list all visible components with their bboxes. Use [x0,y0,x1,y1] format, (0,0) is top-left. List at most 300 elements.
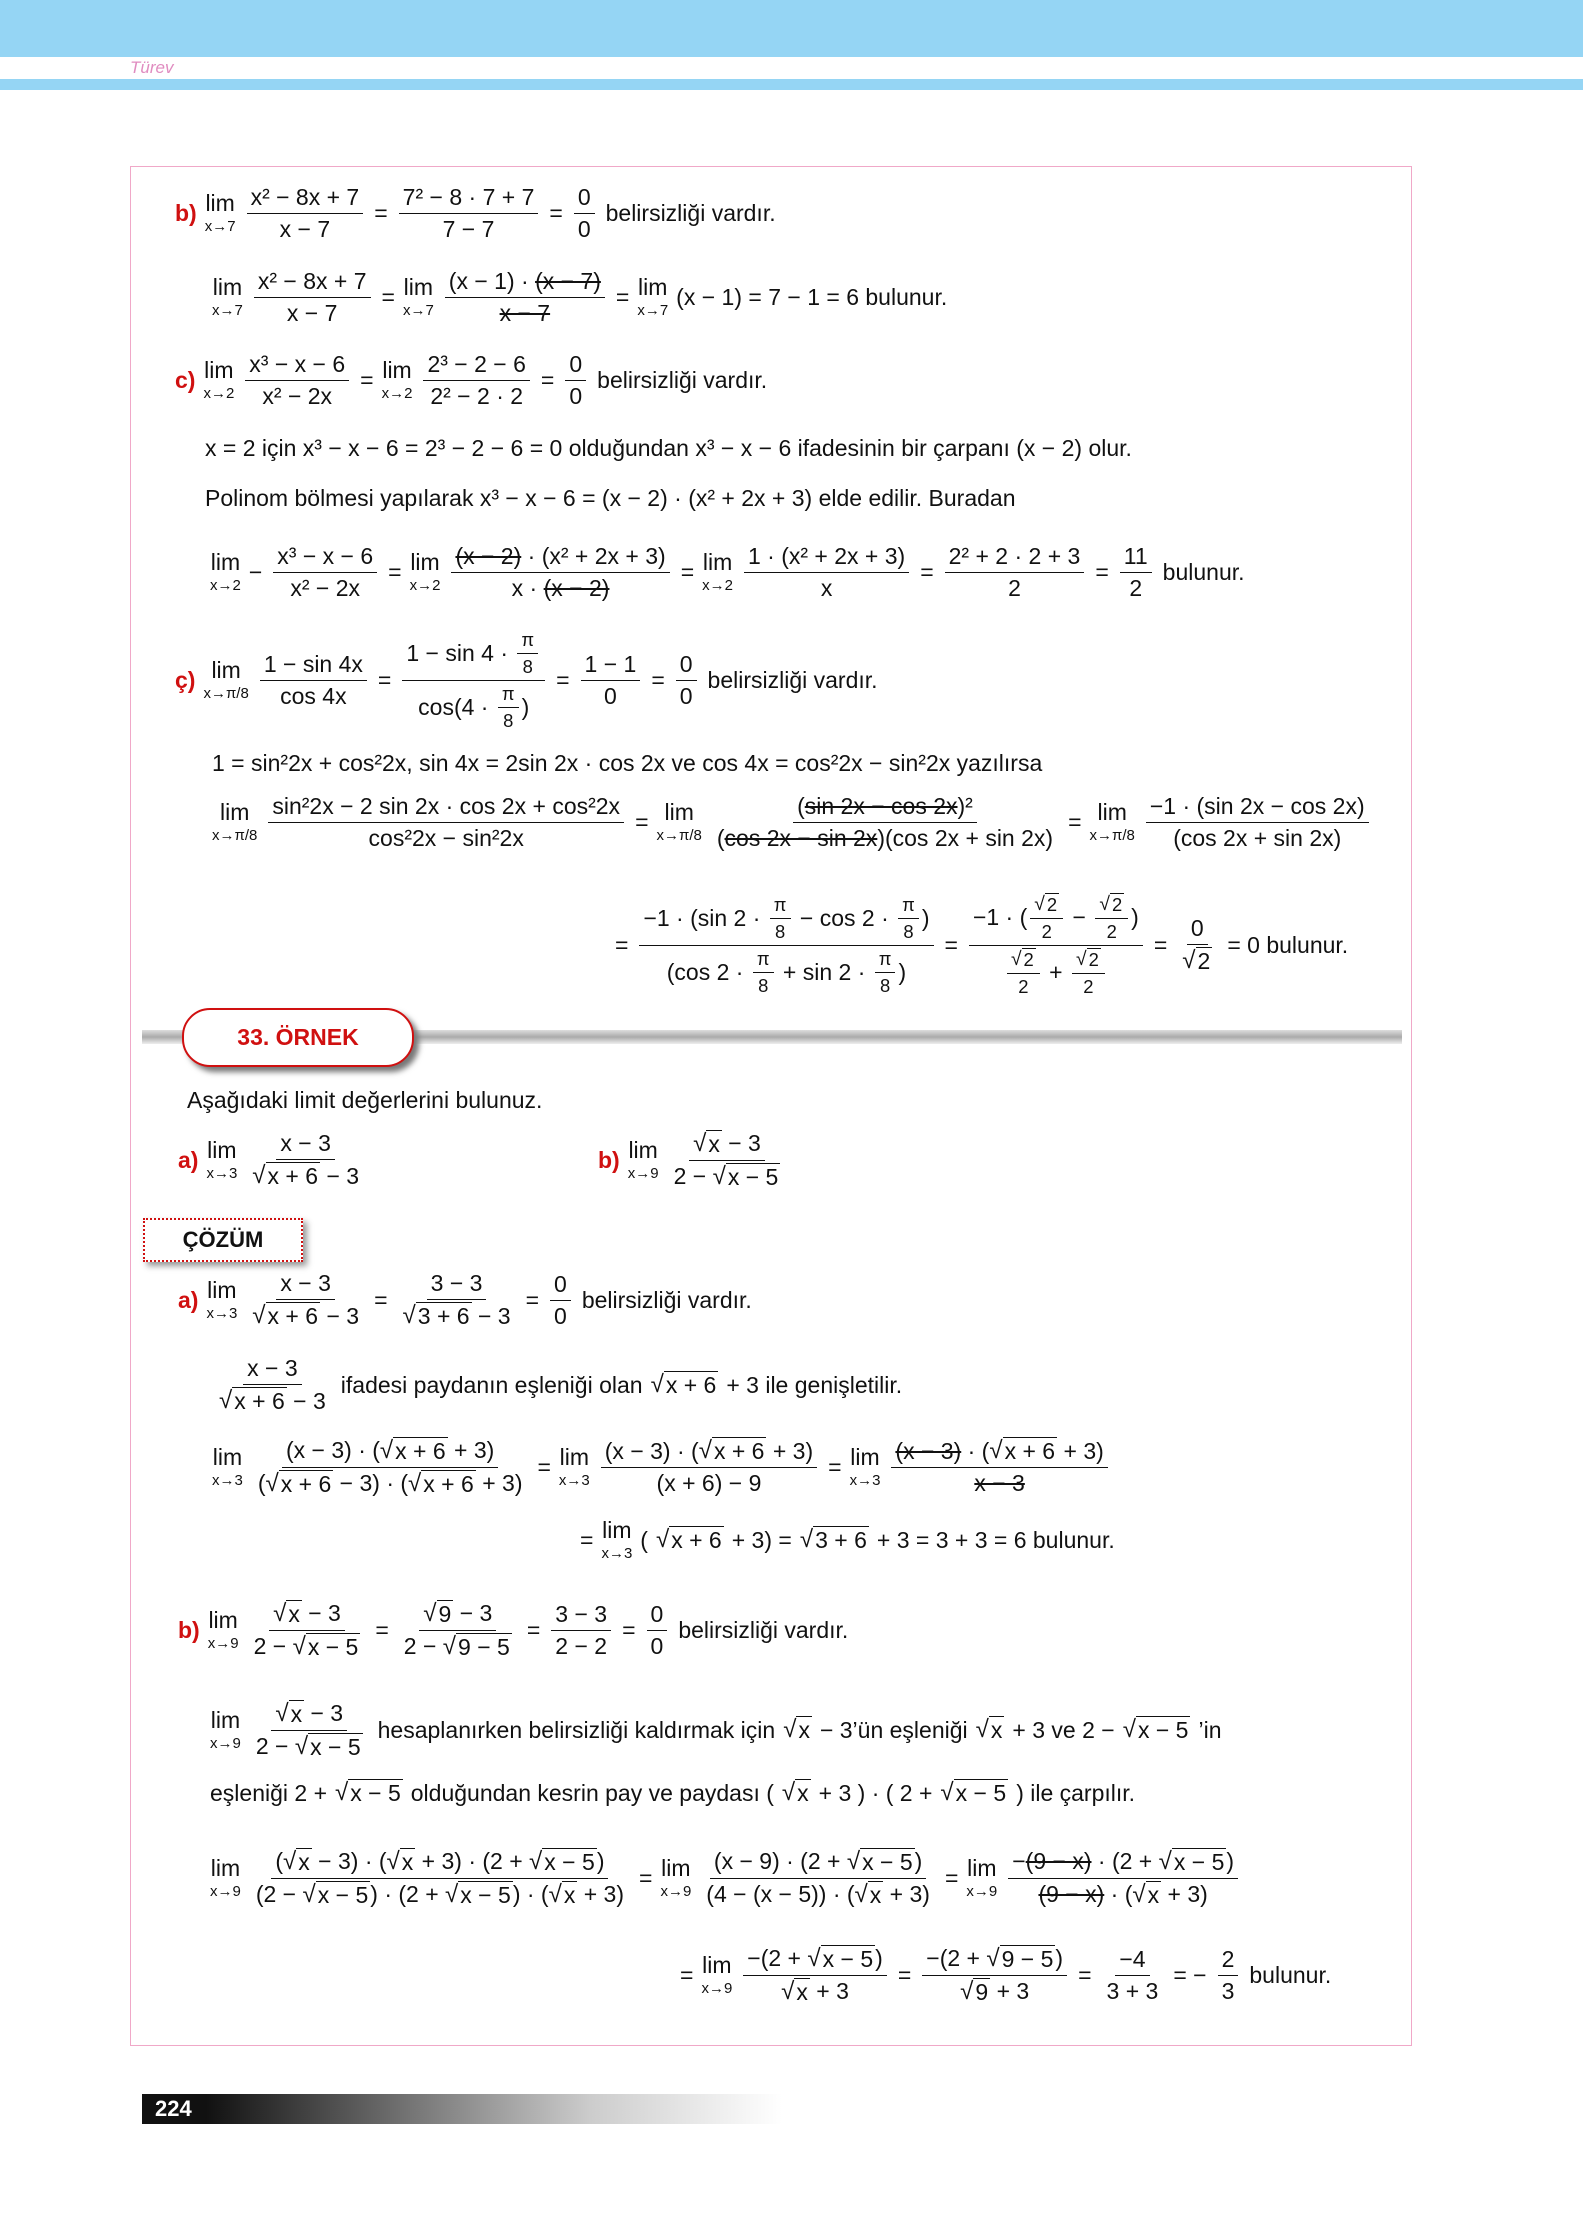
math-text: · ( [1104,1881,1133,1907]
denominator [1038,919,1056,943]
numerator [574,184,595,214]
denominator [653,1468,766,1497]
math-text: = [374,199,388,226]
limit-operator [628,1139,659,1181]
math-text: x · [511,574,544,601]
limit-operator [850,1446,881,1488]
radicand: x − 5 [1137,1717,1189,1743]
fraction [945,543,1085,602]
denominator [551,1631,611,1660]
radicand: x − 5 [544,1848,595,1875]
radical-sign-icon: √ [989,1437,1003,1464]
math-text: ( [257,1470,266,1496]
numerator [247,184,364,214]
math-text: = [639,1864,653,1891]
limit-operator [382,359,413,401]
lim-word: lim [664,799,694,825]
lim-word: lim [967,1855,997,1881]
math-group [895,1437,1103,1465]
numerator [875,948,896,973]
radicand: 9 − 5 [1001,1945,1054,1972]
lim-word: lim [850,1444,880,1470]
radical-sign-icon: √ [275,1699,289,1727]
fraction [969,893,1143,998]
math-text: ( [275,1848,284,1874]
math-group [747,1945,883,1973]
square-root [303,1881,371,1909]
math-text: −1 · (sin 2x − cos 2x) [1149,792,1365,819]
math-text: = [1095,558,1109,585]
square-root [781,1978,810,2006]
math-text: 0 [577,183,591,210]
limit-operator [702,551,733,593]
numerator [1072,948,1105,974]
page-number: 224 [155,2096,192,2121]
math-text: = [920,558,934,585]
math-text: = [680,558,695,585]
example-badge: 33. ÖRNEK [182,1008,414,1067]
cancelled-term: (x − 2) [543,574,610,601]
denominator [1004,573,1025,602]
denominator [248,1300,363,1330]
numerator [269,1600,345,1631]
fraction [1218,1946,1239,2005]
lim-word: lim [702,549,733,575]
square-root [275,1700,304,1728]
limit-operator [203,359,234,401]
math-text: x − 3 [247,1355,298,1381]
limit-operator [403,276,434,318]
lim-word: lim [661,1855,691,1881]
math-text: 2 [1083,975,1094,997]
math-text: cos(4 · [418,693,495,720]
math-text: π [773,893,787,915]
math-text: (cos 2 · [666,958,750,985]
limit-operator [601,1519,632,1561]
radicand: x [990,1717,1003,1743]
lim-subscript: x→7 [204,218,236,235]
denominator [1000,946,1112,998]
math-group [960,1978,1029,2006]
square-root [266,1470,334,1498]
fraction [273,543,377,602]
math-text: ’in [1198,1716,1222,1743]
numerator [402,629,545,681]
math-text: = [897,1961,912,1988]
math-text: + 3) [447,1437,495,1463]
lim-word: lim [212,274,243,300]
denominator [1169,823,1345,852]
math-text: ( [716,824,725,851]
denominator [876,973,894,997]
lim-subscript: x→2 [210,577,241,594]
square-root [443,1633,512,1661]
lim-word: lim [205,190,235,216]
square-root [408,1470,476,1498]
lim-subscript: x→3 [212,1472,243,1489]
lim-word: lim [602,1517,632,1543]
math-text: (x + 6) − 9 [656,1470,762,1496]
math-group [404,1633,512,1661]
numerator [689,1130,765,1161]
cancelled-term: sin 2x − cos 2x [804,792,958,819]
limit-operator [212,276,243,318]
numerator [276,1130,335,1160]
lim-word: lim [211,657,241,683]
square-root [549,1881,578,1909]
math-text: 0 [650,1600,664,1627]
fraction [565,351,586,410]
radicand: 2 [1088,948,1099,970]
radical-sign-icon: √ [529,1847,543,1875]
math-text: −1 · (sin 2 · [643,904,767,931]
numerator [271,1848,608,1879]
math-text: (x − 1) = 7 − 1 = 6 bulunur. [676,283,948,310]
math-text: = [377,666,392,693]
limit-operator [210,1857,241,1899]
math-text: 3 + 3 [1106,1977,1159,2004]
radical-sign-icon: √ [1158,1847,1172,1875]
math-text: belirsizliği vardır. [597,366,768,393]
numerator [276,1270,335,1300]
radical-sign-icon: √ [1076,948,1087,970]
lim-subscript: x→3 [206,1305,238,1322]
radicand: x [1147,1881,1160,1908]
math-text: = [1068,808,1082,835]
radicand: 2 [1023,948,1034,970]
math-text: − 3’ün eşleniği [819,1716,968,1743]
radicand: x [796,1978,808,2005]
fraction [891,1437,1107,1497]
square-root [380,1437,448,1465]
math-text: 2 − [255,1733,295,1759]
example-prompt: Aşağıdaki limit değerlerini bulunuz. [187,1086,543,1113]
fraction [248,1270,363,1330]
math-text: + 3 ) · ( 2 + [818,1779,933,1806]
numerator [1115,1946,1149,1976]
fraction [898,894,919,943]
cancelled-term: x − 7 [499,299,551,326]
math-line [580,1495,1115,1585]
square-root [807,1945,875,1973]
square-root [989,1437,1057,1465]
math-text: belirsizliği vardır. [678,1616,849,1643]
math-text: −4 [1119,1945,1146,1972]
numerator [268,793,624,823]
math-text: ( [797,792,805,819]
square-root [335,1779,403,1807]
square-root [1011,948,1036,971]
radical-sign-icon: √ [1099,893,1110,915]
limit-operator [559,1446,590,1488]
denominator [215,1385,330,1415]
fraction [1030,893,1063,943]
math-text: − 3 [453,1600,493,1626]
math-text: + 3) [475,1470,523,1496]
square-root [699,1437,767,1465]
math-line [212,252,947,342]
radical-sign-icon: √ [252,1162,266,1189]
fraction [517,629,538,678]
math-text: + [1042,959,1069,985]
fraction [1008,1848,1238,1909]
solution-badge: ÇÖZÜM [143,1218,303,1262]
math-text: + 3) = [731,1526,792,1553]
cancelled-term: (x − 7) [535,267,601,294]
math-text: (x − 1) · [448,267,536,294]
denominator [1103,919,1121,943]
fraction [1007,948,1040,998]
fraction [399,1270,515,1330]
fraction [1146,793,1369,852]
numerator [282,1437,498,1468]
math-text: 1 − sin 4x [263,650,363,677]
fraction [581,651,641,710]
denominator [663,946,910,997]
math-text: 2 [1041,920,1052,942]
math-group [1076,948,1101,971]
denominator [713,823,1057,852]
radical-sign-icon: √ [781,1779,796,1806]
math-text: ) ile çarpılır. [1016,1779,1136,1806]
lim-word: lim [403,274,434,300]
radicand: 2 [1046,893,1058,915]
lim-word: lim [1097,799,1127,825]
math-text: x − 3 [280,1270,331,1296]
numerator [743,1945,887,1976]
limit-operator [637,276,668,318]
math-text: olduğundan kesrin pay ve paydası ( [410,1779,774,1806]
radical-sign-icon: √ [442,1632,457,1660]
math-group [605,1437,813,1465]
limit-operator [210,551,241,593]
fraction [252,1848,628,1909]
square-root [855,1881,884,1909]
math-text: bulunur. [1249,1961,1332,1988]
radical-sign-icon: √ [335,1779,349,1806]
math-text: cos²2x − sin²2x [368,824,524,851]
radicand: x + 6 [267,1163,319,1189]
math-text: + 3) [1057,1437,1104,1464]
math-text: x² − 2x [290,574,361,601]
lim-word: lim [410,549,440,575]
radicand: x [869,1881,882,1908]
math-group [423,1600,492,1628]
radicand: x + 6 [1004,1438,1056,1464]
math-text: )² [957,792,973,819]
math-text: eşleniği 2 + [210,1779,327,1806]
math-text: 8 [503,709,514,731]
square-root [219,1387,287,1415]
math-text: = [360,366,374,393]
math-text: ) · ( [512,1881,549,1907]
radical-sign-icon: √ [712,1162,726,1190]
square-root [782,1779,811,1807]
math-text: (x − 3) · ( [604,1437,699,1464]
limit-operator [410,551,441,593]
math-group [643,894,929,943]
square-root [423,1600,453,1628]
radicand: x [798,1717,810,1743]
math-line [175,628,878,731]
math-text: 0 [1190,915,1204,941]
math-text: x [820,574,833,601]
lim-subscript: x→2 [381,385,413,402]
math-text: 7² − 8 · 7 + 7 [402,183,535,210]
math-text: 3 [1221,1977,1235,2004]
fraction [445,268,605,327]
radicand: x − 5 [955,1780,1007,1806]
numerator [423,351,529,381]
denominator [1103,1976,1163,2005]
limit-operator [660,1857,691,1899]
radicand: x − 5 [460,1881,511,1908]
numerator [1095,893,1128,919]
limit-operator [701,1954,732,1996]
math-text: 0 [679,650,693,677]
math-text: −1 · ( [972,904,1028,930]
square-root [960,1978,990,2006]
numerator [639,894,933,946]
math-text: 1 = sin²2x + cos²2x, sin 4x = 2sin 2x · cos 2x ve cos 4x = cos²2x − sin²2x yazılırsa [212,749,1043,776]
denominator [702,1879,934,1909]
math-text: 3 − 3 [430,1270,483,1296]
denominator [399,1300,515,1330]
math-text: 2³ − 2 − 6 [427,350,526,377]
fraction [753,948,774,997]
denominator [1218,1976,1239,2005]
cancelled-term: (9 − x) [1025,1848,1092,1874]
math-text: )(cos 2x + sin 2x) [877,824,1054,851]
math-group [1004,948,1108,998]
math-text: + 3 ile genişletilir. [726,1371,903,1398]
math-group [500,300,551,327]
math-text: = [680,1961,694,1988]
math-group [406,629,541,678]
math-group [254,1633,361,1661]
limit-operator [212,1446,243,1488]
limit-operator [657,801,702,843]
numerator [647,1601,668,1631]
math-group [275,1700,343,1728]
square-root [940,1779,1008,1807]
fraction [402,629,545,732]
radical-sign-icon: √ [1182,947,1196,974]
math-text: 2² − 2 · 2 [430,382,524,409]
fraction [676,651,697,710]
limit-operator [212,801,257,843]
math-text: hesaplanırken belirsizliği kaldırmak için [377,1716,776,1743]
radical-sign-icon: √ [1132,1880,1146,1908]
radical-sign-icon: √ [986,1944,1000,1972]
lim-subscript: x→2 [203,385,235,402]
radical-sign-icon: √ [408,1469,422,1497]
math-text: 2 [1018,975,1029,997]
fraction [1120,543,1152,602]
denominator [647,1631,668,1660]
radicand: 9 [438,1600,452,1627]
radicand: 3 + 6 [815,1527,867,1553]
math-text: + 3) [766,1437,814,1464]
fraction [744,543,909,602]
math-text: 0 [650,1632,664,1659]
part-label: b) [598,1146,620,1173]
square-root [1099,893,1124,916]
math-group [256,1881,624,1909]
radicand: x [401,1848,414,1875]
math-text: (x − 3) · ( [285,1437,380,1463]
fraction [247,184,364,243]
radical-sign-icon: √ [302,1880,316,1908]
lim-subscript: x→3 [601,1545,633,1562]
numerator [744,543,909,573]
math-text: ( [640,1526,648,1553]
math-group [403,1302,511,1330]
fraction [551,1601,611,1660]
numerator [254,268,371,298]
radicand: 2 [1111,893,1123,915]
denominator [754,973,772,997]
math-group [706,1881,930,1909]
math-line [598,1115,787,1205]
math-text: = [580,1526,594,1553]
lim-subscript: x→π/8 [212,827,258,844]
lim-subscript: x→7 [402,302,434,319]
math-text: = [549,199,563,226]
denominator [1014,974,1032,998]
radical-sign-icon: √ [975,1716,989,1743]
math-text: 0 [679,682,693,709]
cancelled-term: (9 − x) [1038,1881,1105,1907]
numerator [1030,893,1063,919]
math-text: = [651,666,665,693]
math-group [1182,947,1212,975]
part-label: c) [175,366,196,393]
math-text: belirsizliği vardır. [581,1286,752,1313]
math-text: x − 7 [286,299,338,326]
fraction [248,1130,363,1190]
math-group [286,1437,494,1465]
math-text: · (2 + [1091,1848,1159,1874]
denominator [550,1301,571,1330]
limit-operator [203,659,248,701]
radicand: x − 5 [727,1163,779,1190]
math-text: + 3) [577,1881,624,1907]
limit-operator [966,1857,997,1899]
fraction [451,543,669,602]
square-root [403,1302,472,1330]
radical-sign-icon: √ [698,1437,712,1464]
chapter-title: Türev [130,58,174,77]
fraction [670,1130,785,1191]
lim-subscript: x→9 [701,1980,733,1997]
math-text: (cos 2x + sin 2x) [1173,824,1342,851]
math-text: π [756,947,770,969]
math-group [512,575,610,602]
radical-sign-icon: √ [379,1436,394,1464]
radical-sign-icon: √ [219,1387,233,1414]
radicand: 9 [975,1978,989,2005]
math-text: − [248,558,263,585]
denominator [276,214,335,243]
denominator [400,1631,516,1661]
square-root [293,1633,361,1661]
radical-sign-icon: √ [423,1599,437,1627]
fraction [1103,1946,1163,2005]
lim-word: lim [210,549,241,575]
math-text: π [878,947,892,969]
math-text: 11 [1123,542,1148,569]
